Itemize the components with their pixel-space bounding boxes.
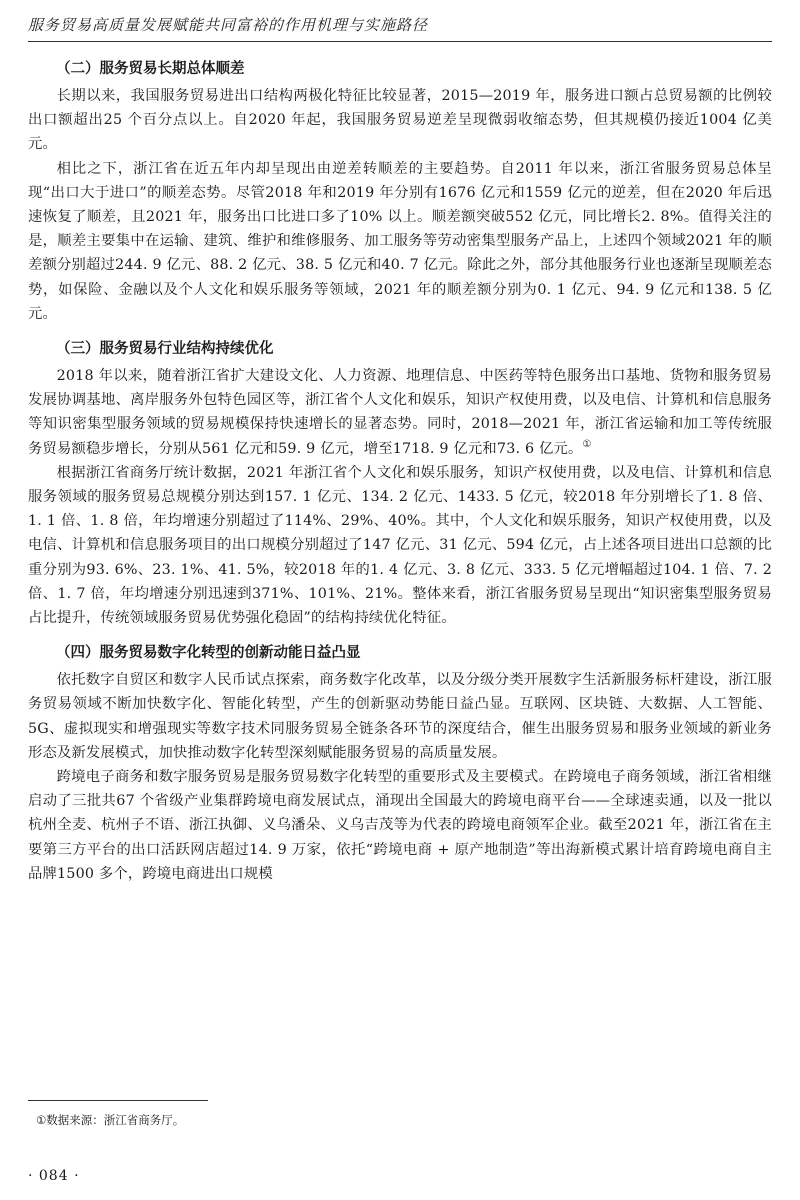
running-header [28, 14, 772, 42]
paragraph: 跨境电子商务和数字服务贸易是服务贸易数字化转型的重要形式及主要模式。在跨境电子商务领域，浙江省相继启动了三批共67 个省级产业集群跨境电商发展试点，涌现出全国最大的跨境电商平台——全球速卖通，以及一批以杭州全麦、杭州子不语、浙江执御、义乌潘朵、义乌吉茂等为代表的跨境电商领军企业。截至2021 年，浙江省在主要第三方平台的出口活跃网店超过14. 9 万家，依托“跨境电商 + 原产地制造”等出海新模式累计培育跨境电商自主品牌1500 多个，跨境电商进出口规模 [28, 769, 772, 882]
paragraph-text: 2018 年以来，随着浙江省扩大建设文化、人力资源、地理信息、中医药等特色服务出口基地、货物和服务贸易发展协调基地、离岸服务外包特色园区等，浙江省个人文化和娱乐，知识产权使用费，以及电信、计算机和信息服务等知识密集型服务领域的贸易规模保持快速增长的显著态势。同时，2018—2021 年，浙江省运输和加工等传统服务贸易额稳步增长，分别从561 亿元和59. 9 亿元，增至1718. 9 亿元和73. 6 亿元。 [28, 368, 772, 457]
page-body [28, 58, 772, 886]
section-4 [28, 642, 772, 886]
section-title: （三）服务贸易行业结构持续优化 [56, 341, 274, 358]
paragraph [28, 364, 772, 461]
footnote-divider [28, 1100, 208, 1101]
section-title: （四）服务贸易数字化转型的创新动能日益凸显 [56, 645, 361, 662]
paragraph: 依托数字自贸区和数字人民币试点探索，商务数字化改革，以及分级分类开展数字生活新服务标杆建设，浙江服务贸易领域不断加快数字化、智能化转型，产生的创新驱动势能日益凸显。互联网、区块链、大数据、人工智能、5G、虚拟现实和增强现实等数字技术同服务贸易全链条各环节的深度结合，催生出服务贸易和服务业领域的新业务形态及新发展模式，加快推动数字化转型深刻赋能服务贸易的高质量发展。 [28, 672, 772, 761]
section-title: （二）服务贸易长期总体顺差 [56, 61, 245, 77]
page-number: · 084 · [28, 1168, 80, 1184]
paragraph: 长期以来，我国服务贸易进出口结构两极化特征比较显著，2015—2019 年，服务进口额占总贸易额的比例较出口额超出25 个百分点以上。自2020 年起，我国服务贸易逆差呈现微弱收缩态势，但其规模仍接近1004 亿美元。 [28, 88, 772, 153]
section-3 [28, 338, 772, 630]
footnote: ①数据来源：浙江省商务厅。 [36, 1113, 185, 1127]
paragraph: 根据浙江省商务厅统计数据，2021 年浙江省个人文化和娱乐服务，知识产权使用费，以及电信、计算机和信息服务领域的服务贸易总规模分别达到157. 1 亿元、134. 2 亿元、1433. 5 亿元，较2018 年分别增长了1. 8 倍、1. 1 倍、1. 8 倍，年均增速分别超过了114%、29%、40%。其中，个人文化和娱乐服务，知识产权使用费，以及电信、计算机和信息服务项目的出口规模分别超过了147 亿元、31 亿元、594 亿元，占上述各项目进出口总额的比重分别为93. 6%、23. 1%、41. 5%，较2018 年的1. 4 亿元、3. 8 亿元、333. 5 亿元增幅超过104. 1 倍、7. 2 倍、1. 7 倍，年均增速分别迅速到371%、101%、21%。整体来看，浙江省服务贸易呈现出“知识密集型服务贸易占比提升，传统领域服务贸易优势强化稳固”的结构持续优化特征。 [28, 464, 772, 627]
section-2 [28, 58, 772, 326]
running-title: 服务贸易高质量发展赋能共同富裕的作用机理与实施路径 [28, 16, 429, 34]
paragraph: 相比之下，浙江省在近五年内却呈现出由逆差转顺差的主要趋势。自2011 年以来，浙江省服务贸易总体呈现“出口大于进口”的顺差态势。尽管2018 年和2019 年分别有1676 亿元和1559 亿元的逆差，但在2020 年后迅速恢复了顺差，且2021 年，服务出口比进口多了10% 以上。顺差额突破552 亿元，同比增长2. 8%。值得关注的是，顺差主要集中在运输、建筑、维护和维修服务、加工服务等劳动密集型服务产品上，上述四个领域2021 年的顺差额分别超过244. 9 亿元、88. 2 亿元、38. 5 亿元和40. 7 亿元。除此之外，部分其他服务行业也逐渐呈现顺差态势，如保险、金融以及个人文化和娱乐服务等领域，2021 年的顺差额分别为0. 1 亿元、94. 9 亿元和138. 5 亿元。 [28, 160, 772, 322]
footnote-marker[interactable]: ① [582, 438, 592, 450]
